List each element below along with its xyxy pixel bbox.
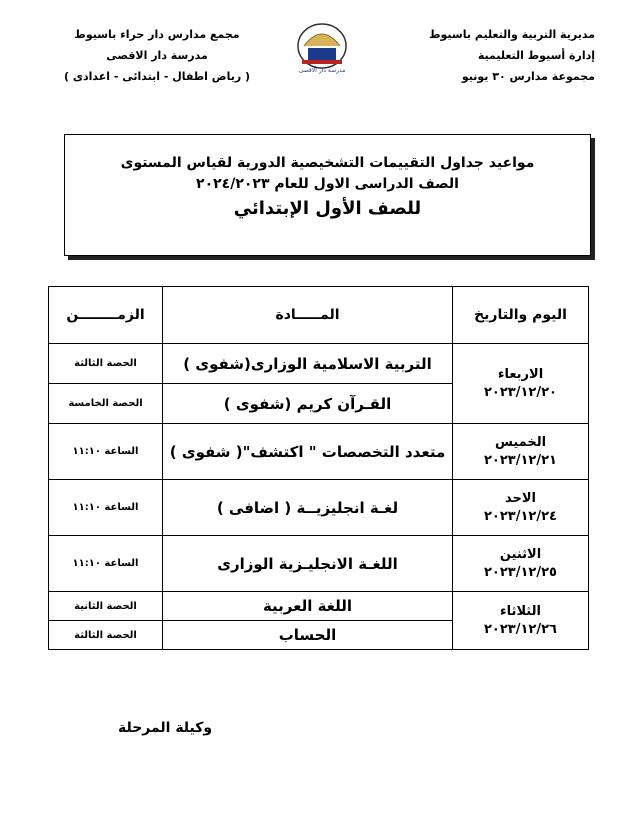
subject-cell: اللغـة الانجليـزية الوزارى xyxy=(163,536,453,592)
school-name-label: مدرسة دار الاقصى xyxy=(106,49,208,62)
logo-lettering: مدرسة دار الاقصى xyxy=(298,67,346,74)
day-cell xyxy=(453,592,589,650)
header-day: اليوم والتاريخ xyxy=(453,287,589,344)
header-subject: المـــــادة xyxy=(163,287,453,344)
table-row xyxy=(49,536,589,592)
school-logo xyxy=(282,16,362,80)
time-cell: الحصة الخامسة xyxy=(49,384,163,424)
administration-label: إدارة أسيوط التعليمية xyxy=(477,49,595,62)
signature-label: وكيلة المرحلة xyxy=(118,720,213,736)
day-date: ٢٠٢٣/١٢/٢٦ xyxy=(484,621,557,637)
time-cell: الحصة الثانية xyxy=(49,592,163,621)
day-name: الثلاثاء xyxy=(500,603,541,619)
school-complex-label: مجمع مدارس دار حراء باسيوط xyxy=(74,28,240,41)
table-row xyxy=(49,424,589,480)
subject-cell: الحساب xyxy=(163,621,453,650)
day-date: ٢٠٢٣/١٢/٢٥ xyxy=(484,564,557,580)
directorate-label: مديرية التربية والتعليم باسيوط xyxy=(429,28,595,41)
title-line-2: الصف الدراسى الاول للعام ٢٠٢٤/٢٠٢٣ xyxy=(196,176,459,192)
subject-cell: اللغة العربية xyxy=(163,592,453,621)
table-row xyxy=(49,480,589,536)
time-cell: الحصة الثالثة xyxy=(49,344,163,384)
day-cell xyxy=(453,424,589,480)
schedule-table xyxy=(48,286,589,650)
title-box xyxy=(64,134,591,256)
day-name: الاربعاء xyxy=(497,366,544,382)
header-left xyxy=(64,24,250,87)
subject-cell: لغـة انجليزيــة ( اضافى ) xyxy=(163,480,453,536)
table-header-row xyxy=(49,287,589,344)
time-cell: الساعة ١١:١٠ xyxy=(49,536,163,592)
time-cell: الساعة ١١:١٠ xyxy=(49,480,163,536)
day-cell xyxy=(453,480,589,536)
time-cell: الحصة الثالثة xyxy=(49,621,163,650)
time-cell: الساعة ١١:١٠ xyxy=(49,424,163,480)
day-name: الاحد xyxy=(504,490,536,506)
day-name: الاثنين xyxy=(499,546,542,562)
subject-cell: متعدد التخصصات " اكتشف"( شفوى ) xyxy=(163,424,453,480)
table-row xyxy=(49,344,589,384)
title-line-1: مواعيد جداول التقييمات التشخيصية الدورية لقياس المستوى xyxy=(120,155,535,171)
day-cell xyxy=(453,344,589,424)
day-date: ٢٠٢٣/١٢/٢١ xyxy=(484,452,557,468)
day-date: ٢٠٢٣/١٢/٢٤ xyxy=(484,508,557,524)
subject-cell: القـرآن كريم (شفوى ) xyxy=(163,384,453,424)
day-name: الخميس xyxy=(494,434,547,450)
subject-cell: التربية الاسلامية الوزارى(شفوى ) xyxy=(163,344,453,384)
title-line-3: للصف الأول الإبتدائي xyxy=(233,198,422,219)
school-group-label: مجموعة مدارس ٣٠ يونيو xyxy=(461,70,595,83)
header-time: الزمــــــــن xyxy=(49,287,163,344)
school-stages-label: ( رياض اطفال - ابتدائى - اعدادى ) xyxy=(64,70,251,83)
table-row xyxy=(49,592,589,621)
header-right xyxy=(429,24,595,87)
day-date: ٢٠٢٣/١٢/٢٠ xyxy=(484,384,557,400)
day-cell xyxy=(453,536,589,592)
